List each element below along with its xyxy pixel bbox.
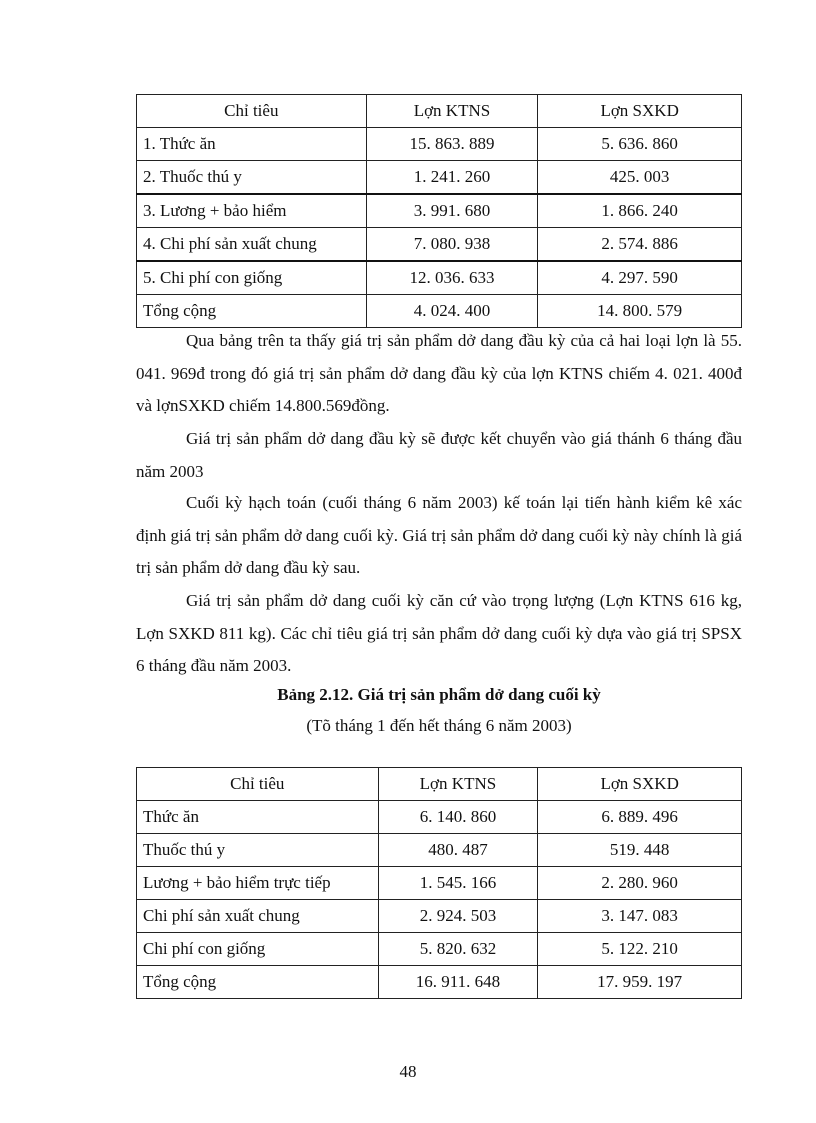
row-label: 4. Chi phí sản xuất chung — [137, 228, 367, 262]
table-header-row — [137, 95, 742, 128]
value-sxkd: 5. 122. 210 — [538, 933, 742, 966]
value-ktns: 480. 487 — [378, 834, 538, 867]
row-label: Tổng cộng — [137, 295, 367, 328]
value-sxkd: 1. 866. 240 — [538, 194, 742, 228]
row-label: Tổng cộng — [137, 966, 379, 999]
value-sxkd: 5. 636. 860 — [538, 128, 742, 161]
row-label: Thuốc thú y — [137, 834, 379, 867]
header-cell: Chỉ tiêu — [137, 768, 379, 801]
value-ktns: 1. 545. 166 — [378, 867, 538, 900]
value-ktns: 2. 924. 503 — [378, 900, 538, 933]
paragraph-weight: Giá trị sản phẩm dở dang cuối kỳ căn cứ vào trọng lượng (Lợn KTNS 616 kg, Lợn SXKD 811 kg). Các chỉ tiêu giá trị sản phẩm dở dang cuối kỳ dựa vào giá trị SPSX 6 tháng đầu năm 2003. — [136, 591, 742, 675]
row-label: 5. Chi phí con giống — [137, 261, 367, 295]
header-cell: Chỉ tiêu — [137, 95, 367, 128]
row-label: Chi phí con giống — [137, 933, 379, 966]
page-number: 48 — [399, 1062, 417, 1081]
table-row — [137, 867, 742, 900]
header-cell: Lợn SXKD — [538, 768, 742, 801]
cost-table-opening — [136, 94, 742, 328]
table-caption-subtitle: (Tõ tháng 1 đến hết tháng 6 năm 2003) — [306, 716, 572, 735]
paragraph-closing: Cuối kỳ hạch toán (cuối tháng 6 năm 2003) kế toán lại tiến hành kiểm kê xác định giá trị sản phẩm dở dang cuối kỳ. Giá trị sản phẩm dở dang cuối kỳ này chính là giá trị sản phẩm dở dang đầu kỳ sau. — [136, 493, 742, 577]
value-ktns: 7. 080. 938 — [366, 228, 538, 262]
value-sxkd: 17. 959. 197 — [538, 966, 742, 999]
value-ktns: 3. 991. 680 — [366, 194, 538, 228]
paragraph-summary: Qua bảng trên ta thấy giá trị sản phẩm dở dang đầu kỳ của cả hai loại lợn là 55. 041. 969đ trong đó giá trị sản phẩm dở dang đầu kỳ của lợn KTNS chiếm 4. 021. 400đ và lợnSXKD chiếm 14.800.569đồng. — [136, 331, 742, 415]
table-row — [137, 261, 742, 295]
value-sxkd: 2. 280. 960 — [538, 867, 742, 900]
value-ktns: 4. 024. 400 — [366, 295, 538, 328]
row-label: 3. Lương + bảo hiểm — [137, 194, 367, 228]
row-label: Lương + bảo hiểm trực tiếp — [137, 867, 379, 900]
value-sxkd: 14. 800. 579 — [538, 295, 742, 328]
row-label: 2. Thuốc thú y — [137, 161, 367, 195]
header-cell: Lợn KTNS — [366, 95, 538, 128]
header-cell: Lợn SXKD — [538, 95, 742, 128]
header-cell: Lợn KTNS — [378, 768, 538, 801]
row-label: Thức ăn — [137, 801, 379, 834]
table-total-row — [137, 295, 742, 328]
table-total-row — [137, 966, 742, 999]
table-row — [137, 128, 742, 161]
table-row — [137, 933, 742, 966]
table-header-row — [137, 768, 742, 801]
paragraph-transfer: Giá trị sản phẩm dở dang đầu kỳ sẽ được kết chuyển vào giá thánh 6 tháng đầu năm 2003 — [136, 429, 742, 481]
value-ktns: 16. 911. 648 — [378, 966, 538, 999]
table-caption-title: Bảng 2.12. Giá trị sản phẩm dở dang cuối kỳ — [277, 685, 601, 704]
value-sxkd: 2. 574. 886 — [538, 228, 742, 262]
table-row — [137, 801, 742, 834]
table-row — [137, 834, 742, 867]
cost-table-closing — [136, 767, 742, 999]
value-ktns: 12. 036. 633 — [366, 261, 538, 295]
table-row — [137, 228, 742, 262]
table-row — [137, 900, 742, 933]
value-sxkd: 519. 448 — [538, 834, 742, 867]
value-ktns: 1. 241. 260 — [366, 161, 538, 195]
table-row — [137, 161, 742, 195]
table-row — [137, 194, 742, 228]
value-sxkd: 4. 297. 590 — [538, 261, 742, 295]
value-ktns: 6. 140. 860 — [378, 801, 538, 834]
row-label: 1. Thức ăn — [137, 128, 367, 161]
row-label: Chi phí sản xuất chung — [137, 900, 379, 933]
value-sxkd: 6. 889. 496 — [538, 801, 742, 834]
value-ktns: 15. 863. 889 — [366, 128, 538, 161]
value-ktns: 5. 820. 632 — [378, 933, 538, 966]
value-sxkd: 425. 003 — [538, 161, 742, 195]
value-sxkd: 3. 147. 083 — [538, 900, 742, 933]
